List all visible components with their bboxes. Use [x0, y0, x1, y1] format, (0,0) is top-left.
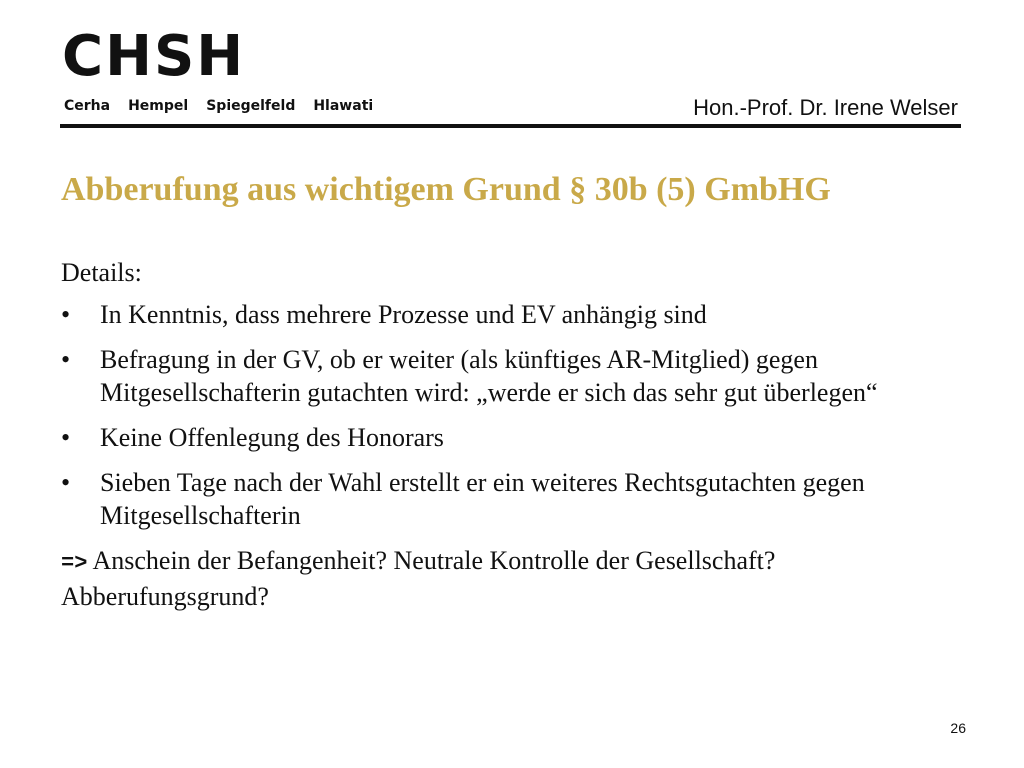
partner-name-cerha: Cerha	[64, 98, 111, 114]
bullet-text: Sieben Tage nach der Wahl erstellt er ein weiteres Rechtsgutachten gegen Mitgesellschafterin	[100, 468, 865, 530]
bullet-text: Keine Offenlegung des Honorars	[100, 423, 444, 452]
page-number: 26	[950, 720, 966, 736]
bullet-list	[61, 298, 961, 532]
conclusion-question: Anschein der Befangenheit? Neutrale Kontrolle der Gesellschaft? Abberufungsgrund?	[61, 546, 776, 611]
partner-name-hlawati: Hlawati	[313, 98, 374, 114]
arrow-marker: =>	[61, 551, 88, 576]
bullet-text: In Kenntnis, dass mehrere Prozesse und EV anhängig sind	[100, 300, 707, 329]
bullet-marker: •	[61, 423, 71, 452]
bullet-marker: •	[61, 300, 71, 329]
slide-title: Abberufung aus wichtigem Grund § 30b (5) GmbHG	[61, 171, 831, 208]
bullet-text: Befragung in der GV, ob er weiter (als künftiges AR-Mitglied) gegen Mitgesellschafterin gutachten wird: „werde er sich das sehr gut überlegen“	[100, 345, 878, 407]
conclusion-text	[61, 544, 961, 613]
bullet-item	[61, 466, 961, 532]
firm-logo: CHSH	[62, 24, 246, 89]
firm-partners	[64, 96, 391, 116]
slide-body	[61, 256, 961, 613]
bullet-marker: •	[61, 468, 71, 497]
author-name: Hon.-Prof. Dr. Irene Welser	[693, 95, 958, 120]
bullet-marker: •	[61, 345, 71, 374]
bullet-item	[61, 343, 961, 409]
bullet-item	[61, 298, 961, 331]
partner-name-spiegelfeld: Spiegelfeld	[206, 98, 296, 114]
details-label: Details:	[61, 258, 142, 287]
partner-name-hempel: Hempel	[128, 98, 189, 114]
header-divider	[60, 124, 961, 128]
bullet-item	[61, 421, 961, 454]
